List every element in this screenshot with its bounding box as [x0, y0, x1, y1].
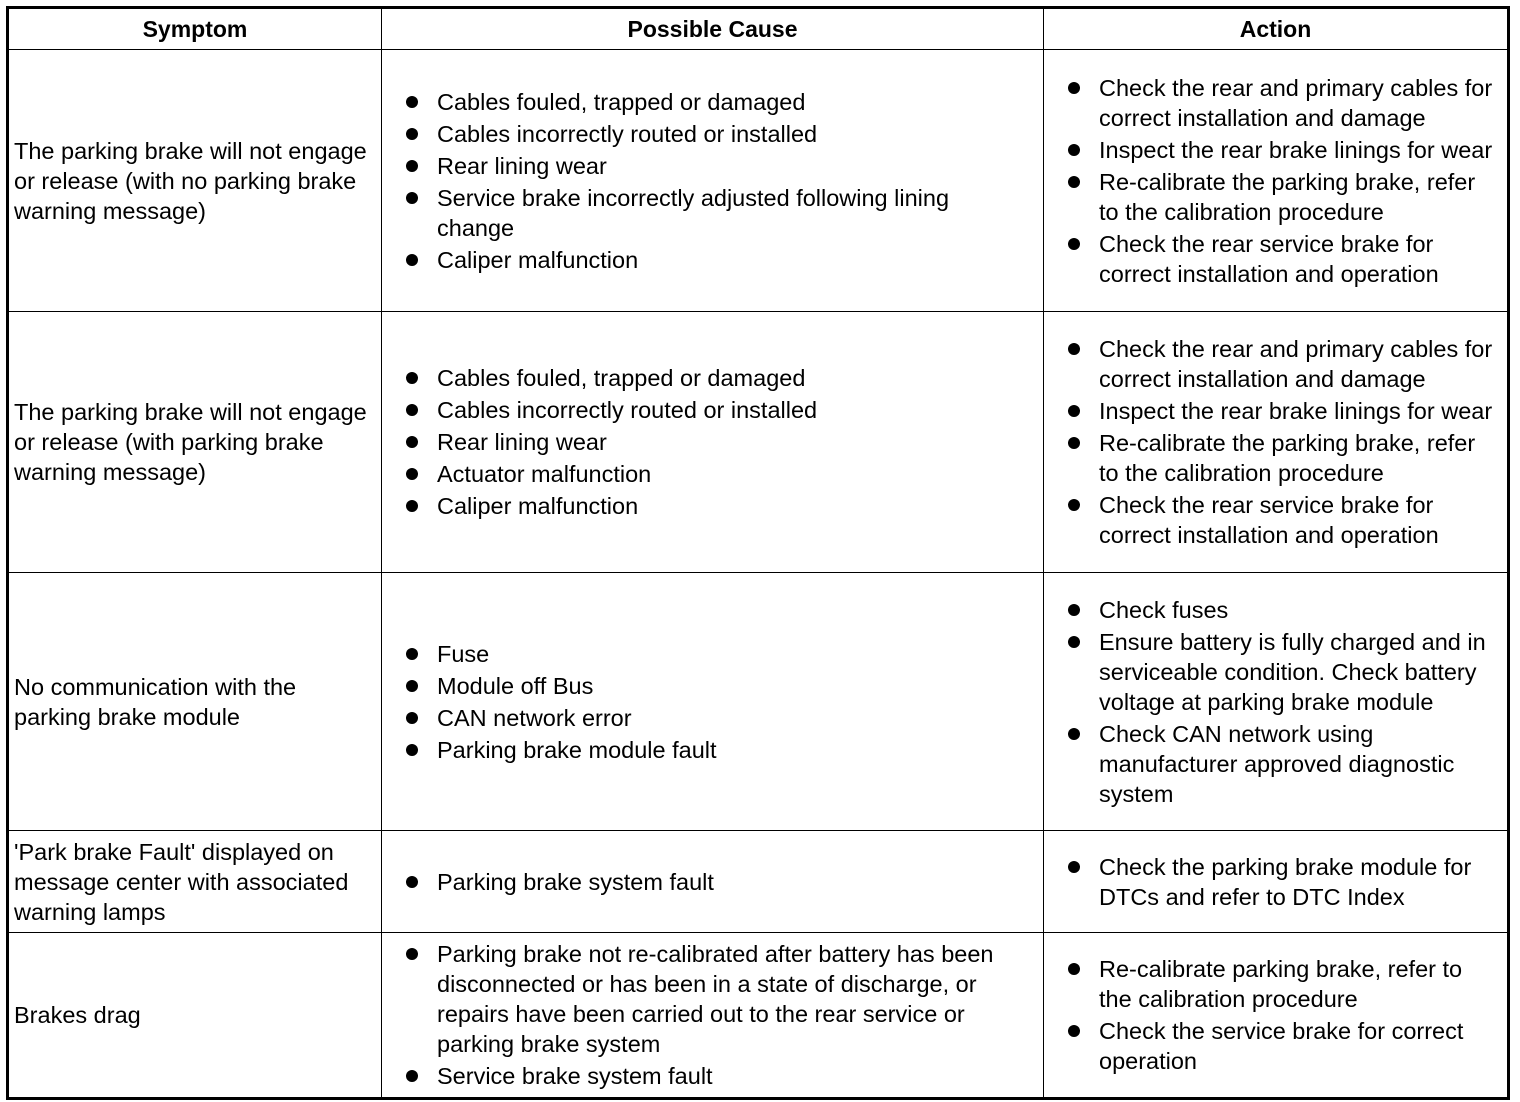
- table-row: [8, 831, 1509, 933]
- cause-item: Parking brake not re-calibrated after battery has been disconnected or has been in a state of discharge, or repairs have been carried out to the rear service or parking brake system: [437, 939, 1032, 1059]
- action-item: Inspect the rear brake linings for wear: [1099, 135, 1500, 165]
- cause-list: [383, 639, 1042, 765]
- action-item: Check CAN network using manufacturer approved diagnostic system: [1099, 719, 1500, 809]
- cause-item: Actuator malfunction: [437, 459, 1032, 489]
- action-item: Check the rear and primary cables for correct installation and damage: [1099, 73, 1500, 133]
- cause-list: [383, 363, 1042, 521]
- symptom-cell: No communication with the parking brake module: [8, 573, 382, 831]
- cause-item: Fuse: [437, 639, 1032, 669]
- cause-item: Rear lining wear: [437, 427, 1032, 457]
- cause-cell: [382, 312, 1044, 573]
- table-header: [8, 8, 1509, 50]
- cause-item: Parking brake module fault: [437, 735, 1032, 765]
- cause-column-header: Possible Cause: [382, 8, 1044, 50]
- cause-list: [383, 867, 1042, 897]
- cause-item: Caliper malfunction: [437, 491, 1032, 521]
- action-item: Check the rear service brake for correct installation and operation: [1099, 490, 1500, 550]
- action-list: [1045, 334, 1506, 550]
- action-list: [1045, 954, 1506, 1076]
- table-row: [8, 933, 1509, 1099]
- action-item: Check the service brake for correct operation: [1099, 1016, 1500, 1076]
- action-cell: [1044, 933, 1509, 1099]
- diagnosis-table: [6, 6, 1510, 1100]
- table-row: [8, 312, 1509, 573]
- table-row: [8, 50, 1509, 312]
- cause-cell: [382, 573, 1044, 831]
- action-item: Re-calibrate the parking brake, refer to the calibration procedure: [1099, 428, 1500, 488]
- symptom-cell: Brakes drag: [8, 933, 382, 1099]
- action-item: Check fuses: [1099, 595, 1500, 625]
- cause-item: CAN network error: [437, 703, 1032, 733]
- header-row: [8, 8, 1509, 50]
- action-item: Re-calibrate the parking brake, refer to the calibration procedure: [1099, 167, 1500, 227]
- cause-item: Service brake system fault: [437, 1061, 1032, 1091]
- action-column-header: Action: [1044, 8, 1509, 50]
- action-cell: [1044, 312, 1509, 573]
- action-item: Re-calibrate parking brake, refer to the calibration procedure: [1099, 954, 1500, 1014]
- table-body: [8, 50, 1509, 1099]
- cause-item: Cables fouled, trapped or damaged: [437, 363, 1032, 393]
- cause-item: Cables incorrectly routed or installed: [437, 119, 1032, 149]
- action-item: Check the rear and primary cables for correct installation and damage: [1099, 334, 1500, 394]
- cause-cell: [382, 50, 1044, 312]
- action-item: Inspect the rear brake linings for wear: [1099, 396, 1500, 426]
- action-cell: [1044, 573, 1509, 831]
- symptom-cell: The parking brake will not engage or release (with parking brake warning message): [8, 312, 382, 573]
- action-item: Check the parking brake module for DTCs and refer to DTC Index: [1099, 852, 1500, 912]
- symptom-column-header: Symptom: [8, 8, 382, 50]
- symptom-cell: 'Park brake Fault' displayed on message center with associated warning lamps: [8, 831, 382, 933]
- cause-item: Service brake incorrectly adjusted following lining change: [437, 183, 1032, 243]
- action-list: [1045, 73, 1506, 289]
- action-cell: [1044, 831, 1509, 933]
- cause-cell: [382, 831, 1044, 933]
- action-list: [1045, 595, 1506, 809]
- cause-item: Cables incorrectly routed or installed: [437, 395, 1032, 425]
- symptom-cell: The parking brake will not engage or release (with no parking brake warning message): [8, 50, 382, 312]
- cause-item: Rear lining wear: [437, 151, 1032, 181]
- cause-item: Caliper malfunction: [437, 245, 1032, 275]
- cause-item: Cables fouled, trapped or damaged: [437, 87, 1032, 117]
- cause-item: Parking brake system fault: [437, 867, 1032, 897]
- cause-list: [383, 939, 1042, 1091]
- cause-cell: [382, 933, 1044, 1099]
- cause-item: Module off Bus: [437, 671, 1032, 701]
- cause-list: [383, 87, 1042, 275]
- action-list: [1045, 852, 1506, 912]
- action-item: Check the rear service brake for correct installation and operation: [1099, 229, 1500, 289]
- table-row: [8, 573, 1509, 831]
- action-item: Ensure battery is fully charged and in serviceable condition. Check battery voltage at parking brake module: [1099, 627, 1500, 717]
- action-cell: [1044, 50, 1509, 312]
